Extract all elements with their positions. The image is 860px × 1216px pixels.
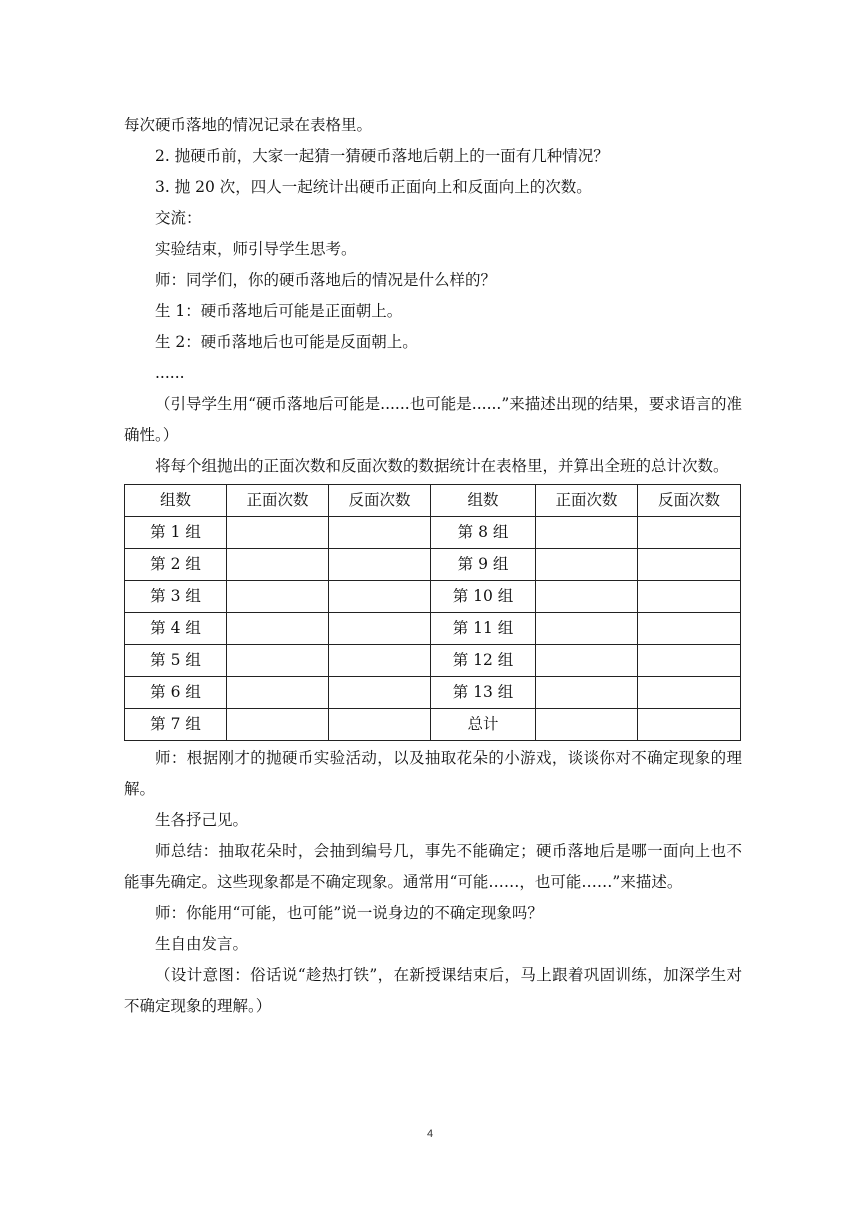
paragraph-teacher-question: 师：同学们，你的硬币落地后的情况是什么样的？: [155, 271, 497, 289]
paragraph-teacher-prompt: 师：你能用“可能，也可能”说一说身边的不确定现象吗？: [155, 904, 543, 922]
table-header-cell: 正面次数: [227, 485, 329, 517]
table-cell: 总计: [431, 709, 536, 741]
paragraph-students-opinions: 生各抒己见。: [155, 811, 249, 829]
paragraph-student-1: 生 1：硬币落地后可能是正面朝上。: [155, 302, 403, 320]
table-cell: 第 2 组: [125, 549, 227, 581]
table-cell: 第 5 组: [125, 645, 227, 677]
table-cell: [638, 549, 741, 581]
document-body: [124, 110, 742, 1022]
table-cell: [329, 549, 431, 581]
table-cell: 第 8 组: [431, 517, 536, 549]
table-header-cell: 组数: [125, 485, 227, 517]
table-cell: 第 10 组: [431, 581, 536, 613]
table-cell: [329, 677, 431, 709]
paragraph-experiment-end: 实验结束，师引导学生思考。: [155, 240, 357, 258]
table-cell: 第 12 组: [431, 645, 536, 677]
table-cell: [329, 517, 431, 549]
table-header-cell: 组数: [431, 485, 536, 517]
coin-toss-table: [124, 484, 741, 741]
table-cell: [638, 581, 741, 613]
table-row: [125, 677, 741, 709]
paragraph-table-intro: 将每个组抛出的正面次数和反面次数的数据统计在表格里，并算出全班的总计次数。: [155, 457, 729, 475]
paragraph-free-speech: 生自由发言。: [155, 935, 249, 953]
paragraph-teacher-summary: 师总结：抽取花朵时，会抽到编号几，事先不能确定；硬币落地后是哪一面向上也不能事先确定。这些现象都是不确定现象。通常用“可能……，也可能……”来描述。: [124, 842, 742, 891]
paragraph-step-3: 3. 抛 20 次，四人一起统计出硬币正面向上和反面向上的次数。: [155, 178, 592, 196]
table-header-cell: 正面次数: [536, 485, 638, 517]
table-row: [125, 709, 741, 741]
table-row: [125, 581, 741, 613]
table-cell: 第 4 组: [125, 613, 227, 645]
table-cell: [536, 581, 638, 613]
table-cell: [227, 581, 329, 613]
page-number: 4: [426, 1128, 434, 1140]
paragraph-record: 每次硬币落地的情况记录在表格里。: [124, 116, 373, 134]
table-cell: [227, 677, 329, 709]
paragraph-design-intent: （设计意图：俗话说“趁热打铁”，在新授课结束后，马上跟着巩固训练，加深学生对不确定现象的理解。）: [124, 966, 742, 1015]
table-cell: 第 7 组: [125, 709, 227, 741]
table-cell: [536, 709, 638, 741]
table-cell: [638, 677, 741, 709]
paragraph-guide-note: （引导学生用“硬币落地后可能是......也可能是......”来描述出现的结果，要求语言的准确性。）: [124, 395, 742, 444]
table-cell: [536, 549, 638, 581]
table-cell: [227, 613, 329, 645]
table-header-row: [125, 485, 741, 517]
table-cell: 第 13 组: [431, 677, 536, 709]
table-row: [125, 549, 741, 581]
table-cell: [329, 613, 431, 645]
table-cell: 第 1 组: [125, 517, 227, 549]
paragraph-student-2: 生 2：硬币落地后也可能是反面朝上。: [155, 333, 418, 351]
table-cell: [227, 709, 329, 741]
paragraph-step-2: 2. 抛硬币前，大家一起猜一猜硬币落地后朝上的一面有几种情况？: [155, 147, 609, 165]
table-cell: [536, 645, 638, 677]
paragraph-ellipsis: ......: [155, 364, 185, 382]
table-cell: 第 9 组: [431, 549, 536, 581]
table-cell: [536, 677, 638, 709]
table-cell: [329, 645, 431, 677]
paragraph-exchange: 交流：: [155, 209, 202, 227]
paragraph-teacher-reflection: 师：根据刚才的抛硬币实验活动，以及抽取花朵的小游戏，谈谈你对不确定现象的理解。: [124, 749, 742, 798]
table-cell: [227, 517, 329, 549]
table-cell: [638, 613, 741, 645]
table-cell: [638, 645, 741, 677]
table-header-cell: 反面次数: [638, 485, 741, 517]
table-cell: [227, 645, 329, 677]
table-cell: [536, 517, 638, 549]
table-cell: 第 3 组: [125, 581, 227, 613]
table-cell: [638, 709, 741, 741]
table-cell: [329, 709, 431, 741]
table-cell: [536, 613, 638, 645]
table-row: [125, 517, 741, 549]
table-row: [125, 613, 741, 645]
table-cell: [329, 581, 431, 613]
table-header-cell: 反面次数: [329, 485, 431, 517]
table-row: [125, 645, 741, 677]
table-cell: 第 11 组: [431, 613, 536, 645]
table-cell: [227, 549, 329, 581]
table-cell: 第 6 组: [125, 677, 227, 709]
table-cell: [638, 517, 741, 549]
